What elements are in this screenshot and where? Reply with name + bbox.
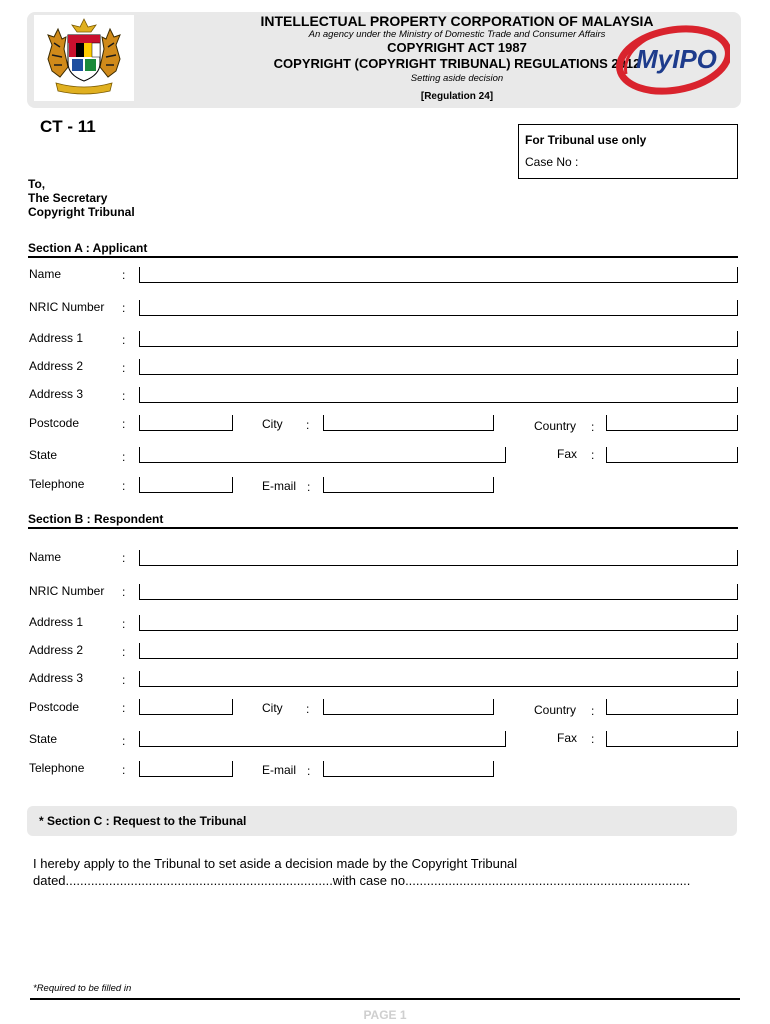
respondent-address2-label: Address 2 xyxy=(29,643,84,657)
respondent-address1-field[interactable] xyxy=(139,615,738,631)
colon: : xyxy=(122,301,126,315)
applicant-name-field[interactable] xyxy=(139,267,738,283)
respondent-email-label: E-mail xyxy=(262,763,297,777)
respondent-address2-field[interactable] xyxy=(139,643,738,659)
section-c-title: * Section C : Request to the Tribunal xyxy=(39,814,247,828)
colon: : xyxy=(122,479,126,493)
applicant-country-field[interactable] xyxy=(606,415,738,431)
applicant-address3-label: Address 3 xyxy=(29,387,84,401)
respondent-fax-field[interactable] xyxy=(606,731,738,747)
myipo-logo-text: MyIPO xyxy=(636,44,717,74)
colon: : xyxy=(122,585,126,599)
respondent-email-field[interactable] xyxy=(323,761,494,777)
colon: : xyxy=(122,551,126,565)
colon: : xyxy=(122,417,126,431)
applicant-email-label: E-mail xyxy=(262,479,297,493)
section-b-title: Section B : Respondent xyxy=(28,512,164,526)
applicant-postcode-label: Postcode xyxy=(29,416,80,430)
respondent-nric-field[interactable] xyxy=(139,584,738,600)
colon: : xyxy=(591,420,595,434)
colon: : xyxy=(591,448,595,462)
applicant-city-field[interactable] xyxy=(323,415,494,431)
respondent-state-field[interactable] xyxy=(139,731,506,747)
applicant-address2-label: Address 2 xyxy=(29,359,84,373)
section-a-title: Section A : Applicant xyxy=(28,241,148,255)
colon: : xyxy=(122,645,126,659)
respondent-postcode-label: Postcode xyxy=(29,700,80,714)
applicant-address2-field[interactable] xyxy=(139,359,738,375)
colon: : xyxy=(306,418,310,432)
applicant-state-label: State xyxy=(29,448,58,462)
colon: : xyxy=(307,480,311,494)
colon: : xyxy=(122,701,126,715)
respondent-fax-label: Fax xyxy=(557,731,578,745)
tribunal-use-box xyxy=(518,124,738,179)
respondent-country-label: Country xyxy=(534,703,577,717)
applicant-fax-label: Fax xyxy=(557,447,578,461)
addressee-tribunal: Copyright Tribunal xyxy=(28,205,135,219)
respondent-city-field[interactable] xyxy=(323,699,494,715)
applicant-postcode-field[interactable] xyxy=(139,415,233,431)
applicant-nric-label: NRIC Number xyxy=(29,300,105,314)
regulations-title: COPYRIGHT (COPYRIGHT TRIBUNAL) REGULATIONS 2012 xyxy=(273,56,641,71)
section-c-header xyxy=(27,806,737,836)
request-statement-line2: dated..........................................................................with case no............................................................................... xyxy=(33,873,691,888)
case-no-label: Case No : xyxy=(525,155,579,169)
respondent-state-label: State xyxy=(29,732,58,746)
applicant-name-label: Name xyxy=(29,267,62,281)
respondent-country-field[interactable] xyxy=(606,699,738,715)
page-number: PAGE 1 xyxy=(363,1008,407,1022)
regulation-ref: [Regulation 24] xyxy=(420,91,494,102)
applicant-nric-field[interactable] xyxy=(139,300,738,316)
addressee-to: To, xyxy=(28,177,46,191)
applicant-country-label: Country xyxy=(534,419,577,433)
agency-line: An agency under the Ministry of Domestic Trade and Consumer Affairs xyxy=(308,29,606,40)
colon: : xyxy=(122,673,126,687)
section-a-divider xyxy=(28,256,738,258)
form-subtitle: Setting aside decision xyxy=(410,73,504,84)
coat-of-arms-icon xyxy=(34,15,134,101)
colon: : xyxy=(122,361,126,375)
form-code: CT - 11 xyxy=(40,117,96,136)
colon: : xyxy=(122,617,126,631)
myipo-logo xyxy=(612,22,730,98)
colon: : xyxy=(122,389,126,403)
applicant-address1-field[interactable] xyxy=(139,331,738,347)
addressee-secretary: The Secretary xyxy=(28,191,108,205)
applicant-address1-label: Address 1 xyxy=(29,331,84,345)
applicant-fax-field[interactable] xyxy=(606,447,738,463)
respondent-name-field[interactable] xyxy=(139,550,738,566)
colon: : xyxy=(122,333,126,347)
colon: : xyxy=(591,732,595,746)
colon: : xyxy=(307,764,311,778)
colon: : xyxy=(122,450,126,464)
respondent-address3-label: Address 3 xyxy=(29,671,84,685)
request-statement xyxy=(33,855,743,889)
colon: : xyxy=(591,704,595,718)
org-name: INTELLECTUAL PROPERTY CORPORATION OF MALAYSIA xyxy=(260,13,654,29)
tribunal-box-title: For Tribunal use only xyxy=(525,133,647,147)
request-statement-line1: I hereby apply to the Tribunal to set aside a decision made by the Copyright Tribunal xyxy=(33,856,518,871)
colon: : xyxy=(122,763,126,777)
respondent-name-label: Name xyxy=(29,550,62,564)
respondent-postcode-field[interactable] xyxy=(139,699,233,715)
respondent-telephone-label: Telephone xyxy=(29,761,85,775)
applicant-telephone-label: Telephone xyxy=(29,477,85,491)
respondent-telephone-field[interactable] xyxy=(139,761,233,777)
act-title: COPYRIGHT ACT 1987 xyxy=(387,40,527,55)
applicant-telephone-field[interactable] xyxy=(139,477,233,493)
footer-divider xyxy=(30,998,740,1000)
section-b-divider xyxy=(28,527,738,529)
colon: : xyxy=(122,268,126,282)
respondent-address1-label: Address 1 xyxy=(29,615,84,629)
colon: : xyxy=(306,702,310,716)
colon: : xyxy=(122,734,126,748)
respondent-nric-label: NRIC Number xyxy=(29,584,105,598)
applicant-email-field[interactable] xyxy=(323,477,494,493)
required-note: *Required to be filled in xyxy=(33,983,132,994)
respondent-city-label: City xyxy=(262,701,283,715)
applicant-state-field[interactable] xyxy=(139,447,506,463)
applicant-city-label: City xyxy=(262,417,283,431)
respondent-address3-field[interactable] xyxy=(139,671,738,687)
applicant-address3-field[interactable] xyxy=(139,387,738,403)
